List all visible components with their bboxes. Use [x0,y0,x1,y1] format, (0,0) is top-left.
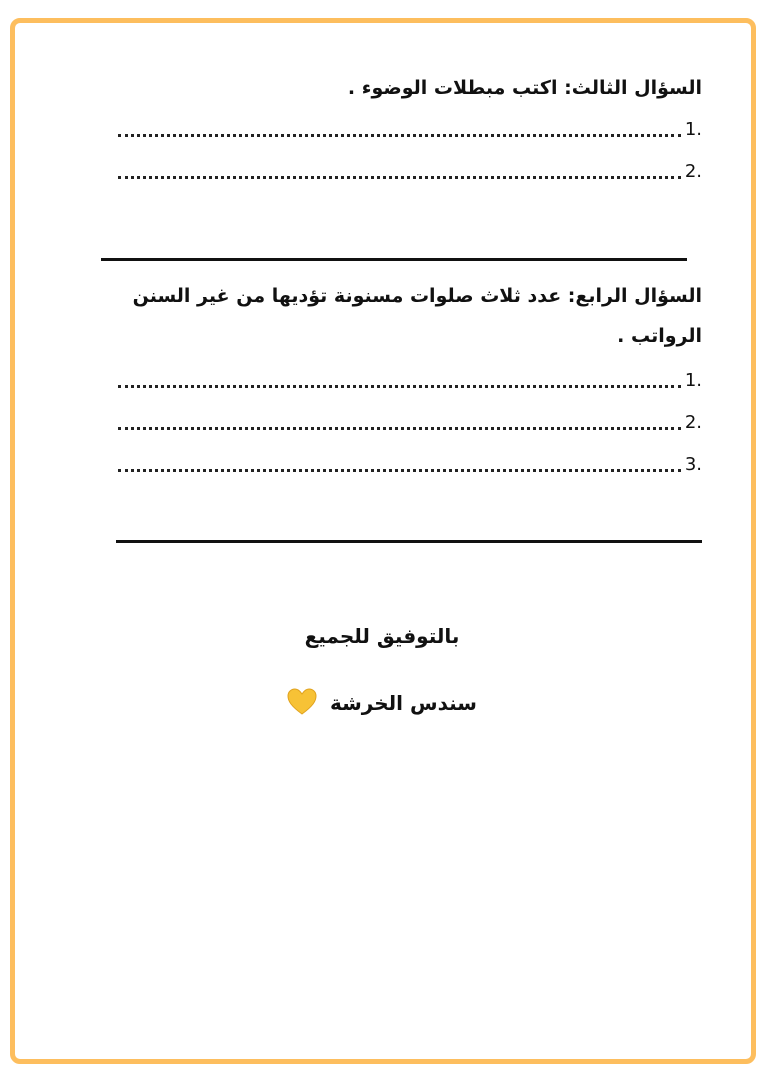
question-4-title: السؤال الرابع: عدد ثلاث صلوات مسنونة تؤديها من غير السنن الرواتب . [132,285,702,347]
yellow-heart-icon [287,688,317,721]
divider [116,540,702,543]
answer-line[interactable] [118,453,702,477]
dotted-line [118,427,681,430]
answer-line[interactable] [118,160,702,184]
divider [101,258,687,261]
answer-number: 3. [684,454,702,475]
question-3-title: السؤال الثالث: اكتب مبطلات الوضوء . [347,77,702,99]
author-name: سندس الخرشة [330,691,477,715]
answer-line[interactable] [118,369,702,393]
answer-number: 2. [684,412,702,433]
dotted-line [118,134,681,137]
answer-number: 2. [684,161,702,182]
author-line [0,688,764,721]
closing-wish: بالتوفيق للجميع [304,624,460,648]
answer-number: 1. [684,119,702,140]
answer-line[interactable] [118,411,702,435]
answer-number: 1. [684,370,702,391]
answer-line[interactable] [118,118,702,142]
dotted-line [118,385,681,388]
dotted-line [118,469,681,472]
dotted-line [118,176,681,179]
